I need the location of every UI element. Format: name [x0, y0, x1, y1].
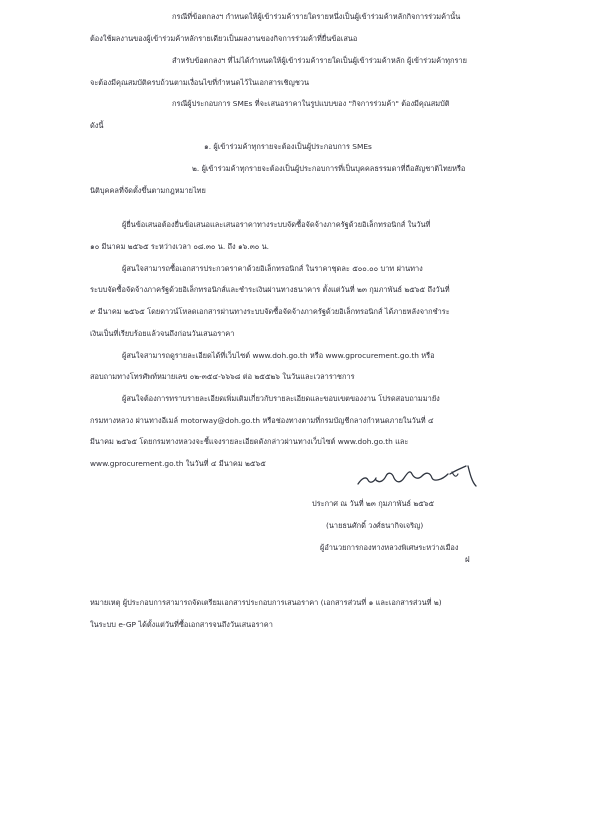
doc-line: เงินเป็นที่เรียบร้อยแล้วจนถึงก่อนวันเสนอราคา	[90, 329, 235, 338]
doc-line: กรณีที่ข้อตกลงฯ กำหนดให้ผู้เข้าร่วมค้ารายใดรายหนึ่งเป็นผู้เข้าร่วมค้าหลักกิจการร่วมค้านั้น	[172, 12, 461, 21]
doc-line: ผู้สนใจสามารถดูรายละเอียดได้ที่เว็บไซต์ www.doh.go.th หรือ www.gprocurement.go.th หรือ	[122, 351, 435, 360]
doc-line: กรณีผู้ประกอบการ SMEs ที่จะเสนอราคาในรูปแบบของ "กิจการร่วมค้า" ต้องมีคุณสมบัติ	[172, 99, 450, 108]
doc-line: จะต้องมีคุณสมบัติครบถ้วนตามเงื่อนไขที่กำหนดไว้ในเอกสารเชิญชวน	[90, 78, 310, 87]
doc-line: ๙ มีนาคม ๒๕๖๕ โดยดาวน์โหลดเอกสารผ่านทางระบบจัดซื้อจัดจ้างภาครัฐด้วยอิเล็กทรอนิกส์ ได้ภายหลังจากชำระ	[90, 307, 450, 316]
doc-line: ดังนี้	[90, 121, 104, 130]
doc-line: สอบถามทางโทรศัพท์หมายเลข ๐๒-๓๕๔-๖๖๖๘ ต่อ ๒๕๕๒๖ ในวันและเวลาราชการ	[90, 372, 355, 381]
doc-line: www.gprocurement.go.th ในวันที่ ๔ มีนาคม ๒๕๖๕	[90, 459, 266, 468]
doc-line: นิติบุคคลที่จัดตั้งขึ้นตามกฎหมายไทย	[90, 186, 206, 195]
doc-line: ผู้ยื่นข้อเสนอต้องยื่นข้อเสนอและเสนอราคาทางระบบจัดซื้อจัดจ้างภาครัฐด้วยอิเล็กทรอนิกส์ ในวันที่	[122, 220, 431, 229]
doc-line: ๒. ผู้เข้าร่วมค้าทุกรายจะต้องเป็นผู้ประกอบการที่เป็นบุคคลธรรมดาที่ถือสัญชาติไทยหรือ	[192, 164, 466, 173]
doc-line: ๑. ผู้เข้าร่วมค้าทุกรายจะต้องเป็นผู้ประกอบการ SMEs	[204, 142, 372, 151]
remark-line: หมายเหตุ ผู้ประกอบการสามารถจัดเตรียมเอกสารประกอบการเสนอราคา (เอกสารส่วนที่ ๑ และเอกสารส่วนที่ ๒)	[90, 598, 442, 607]
initial-mark: ฝ	[465, 555, 470, 564]
signer-title: ผู้อำนวยการกองทางหลวงพิเศษระหว่างเมือง	[320, 543, 459, 552]
doc-line: กรมทางหลวง ผ่านทางอีเมล์ motorway@doh.go.th หรือช่องทางตามที่กรมบัญชีกลางกำหนดภายในวันที่ ๔	[90, 416, 434, 425]
remark-line: ในระบบ e-GP ได้ตั้งแต่วันที่ซื้อเอกสารจนถึงวันเสนอราคา	[90, 620, 273, 629]
doc-line: สำหรับข้อตกลงฯ ที่ไม่ได้กำหนดให้ผู้เข้าร่วมค้ารายใดเป็นผู้เข้าร่วมค้าหลัก ผู้เข้าร่วมค้าทุกราย	[172, 56, 467, 65]
doc-line: ต้องใช้ผลงานของผู้เข้าร่วมค้าหลักรายเดียวเป็นผลงานของกิจการร่วมค้าที่ยื่นข้อเสนอ	[90, 34, 358, 43]
signer-name: (นายธนศักดิ์ วงศ์ธนากิจเจริญ)	[326, 521, 424, 530]
doc-line: ระบบจัดซื้อจัดจ้างภาครัฐด้วยอิเล็กทรอนิกส์และชำระเงินผ่านทางธนาคาร ตั้งแต่วันที่ ๒๓ กุมภาพันธ์ ๒๕๖๕ ถึงวันที่	[90, 285, 450, 294]
doc-line: ผู้สนใจสามารถซื้อเอกสารประกวดราคาด้วยอิเล็กทรอนิกส์ ในราคาชุดละ ๕๐๐.๐๐ บาท ผ่านทาง	[122, 264, 423, 273]
doc-line: ๑๐ มีนาคม ๒๕๖๕ ระหว่างเวลา ๐๘.๓๐ น. ถึง ๑๖.๓๐ น.	[90, 242, 270, 251]
doc-line: มีนาคม ๒๕๖๕ โดยกรมทางหลวงจะชี้แจงรายละเอียดดังกล่าวผ่านทางเว็บไซต์ www.doh.go.th และ	[90, 437, 409, 446]
signature-image	[352, 460, 488, 494]
announcement-date: ประกาศ ณ วันที่ ๒๓ กุมภาพันธ์ ๒๕๖๕	[312, 499, 435, 508]
doc-line: ผู้สนใจต้องการทราบรายละเอียดเพิ่มเติมเกี่ยวกับรายละเอียดและขอบเขตของงาน โปรดสอบถามมายัง	[122, 394, 440, 403]
